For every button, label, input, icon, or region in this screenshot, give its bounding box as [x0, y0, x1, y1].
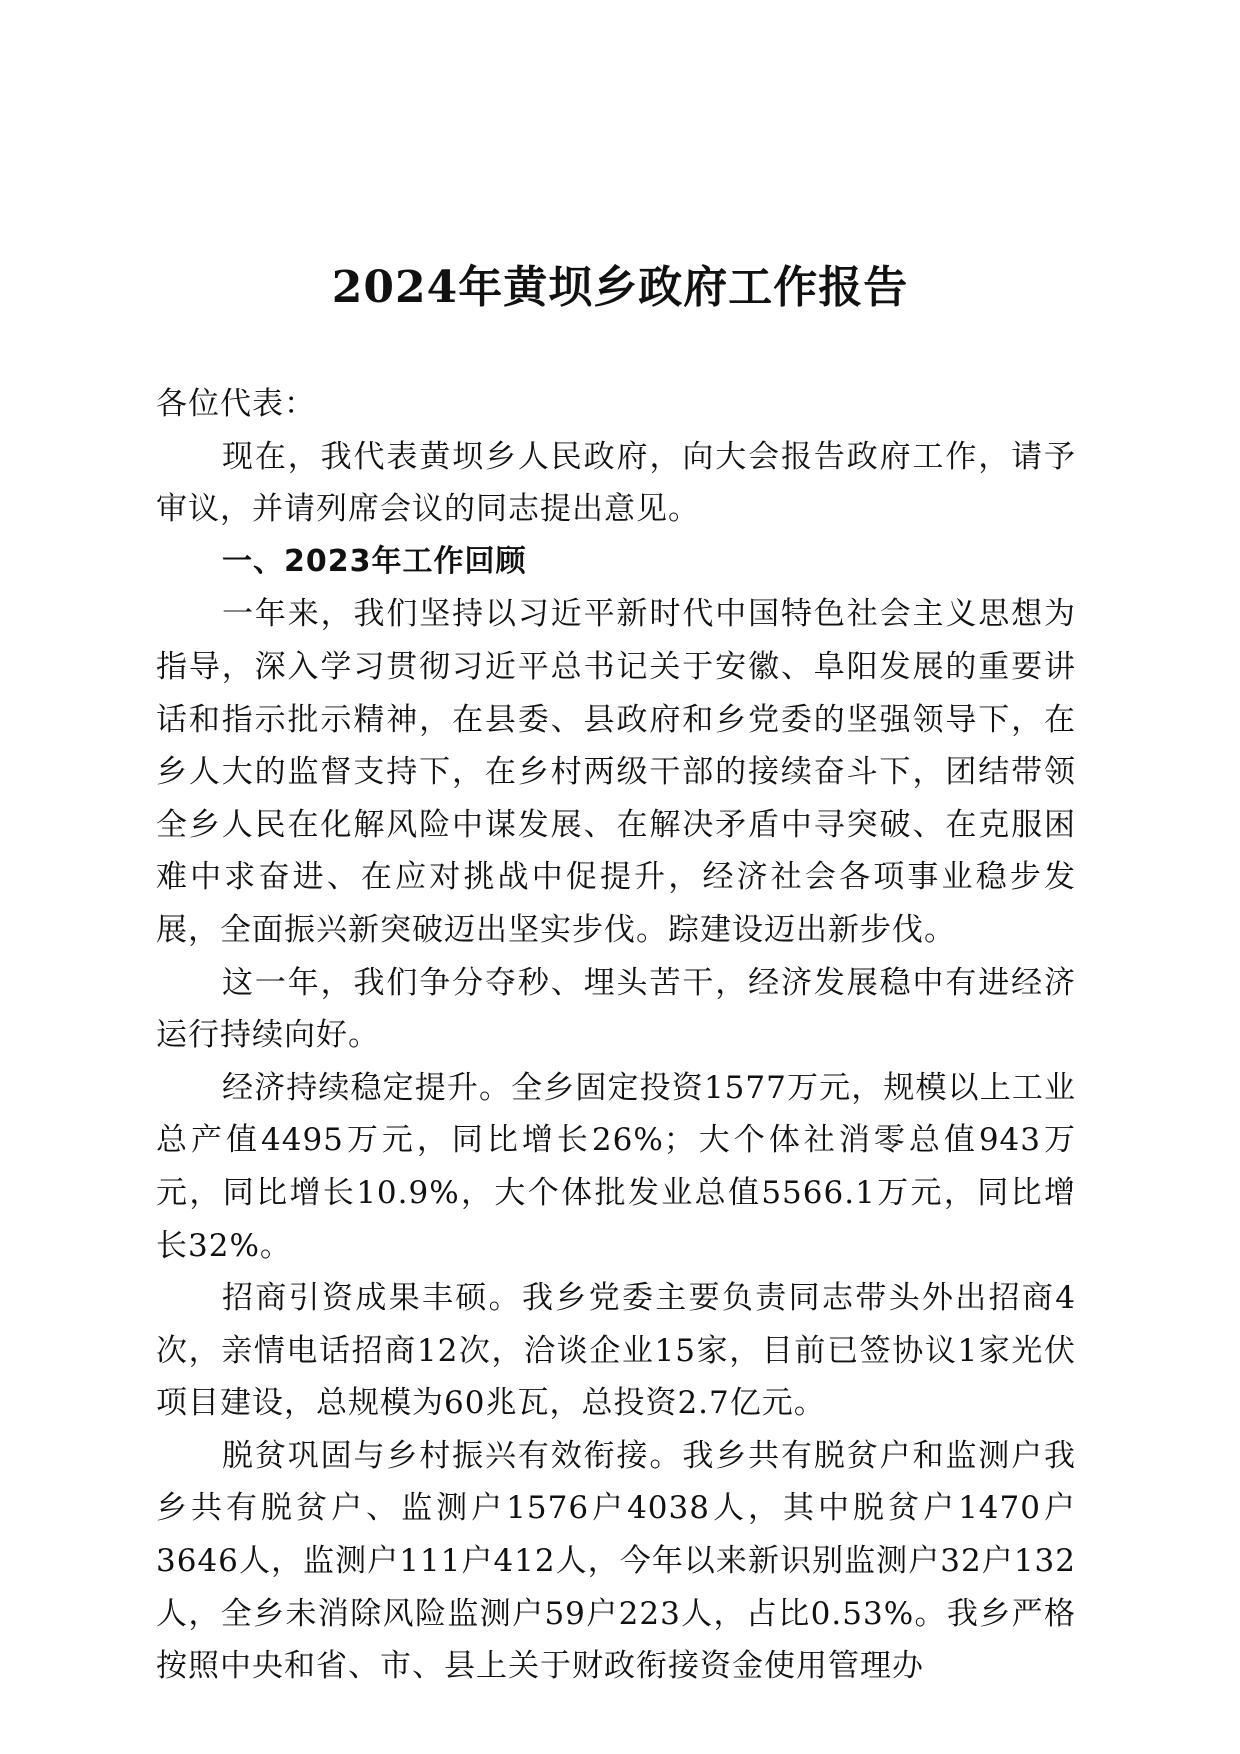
document-title: 2024年黄坝乡政府工作报告	[331, 262, 909, 313]
paragraph-investment: 招商引资成果丰硕。我乡党委主要负责同志带头外出招商4次，亲情电话招商12次，洽谈企业15家，目前已签协议1家光伏项目建设，总规模为60兆瓦，总投资2.7亿元。	[156, 1280, 1076, 1422]
paragraph-intro: 现在，我代表黄坝乡人民政府，向大会报告政府工作，请予审议，并请列席会议的同志提出意见。	[156, 438, 1076, 528]
section-heading-review: 一、2023年工作回顾	[222, 543, 527, 579]
paragraph-poverty-alleviation: 脱贫巩固与乡村振兴有效衔接。我乡共有脱贫户和监测户我乡共有脱贫户、监测户1576户4038人，其中脱贫户1470户3646人，监测户111户412人，今年以来新识别监测户32户132人，全乡未消除风险监测户59户223人，占比0.53%。我乡严格按照中央和省、市、县上关于财政衔接资金使用管理办	[156, 1437, 1076, 1685]
paragraph-economy-summary: 这一年，我们争分夺秒、埋头苦干，经济发展稳中有进经济运行持续向好。	[156, 964, 1076, 1054]
paragraph-economy-growth: 经济持续稳定提升。全乡固定投资1577万元，规模以上工业总产值4495万元，同比增长26%；大个体社消零总值943万元，同比增长10.9%，大个体批发业总值5566.1万元，同比增长32%。	[156, 1069, 1076, 1264]
document-body	[156, 378, 1076, 1693]
paragraph-overview: 一年来，我们坚持以习近平新时代中国特色社会主义思想为指导，深入学习贯彻习近平总书记关于安徽、阜阳发展的重要讲话和指示批示精神，在县委、县政府和乡党委的坚强领导下，在乡人大的监督支持下，在乡村两级干部的接续奋斗下，团结带领全乡人民在化解风险中谋发展、在解决矛盾中寻突破、在克服困难中求奋进、在应对挑战中促提升，经济社会各项事业稳步发展，全面振兴新突破迈出坚实步伐。踪建设迈出新步伐。	[156, 596, 1076, 948]
salutation: 各位代表：	[156, 386, 316, 422]
